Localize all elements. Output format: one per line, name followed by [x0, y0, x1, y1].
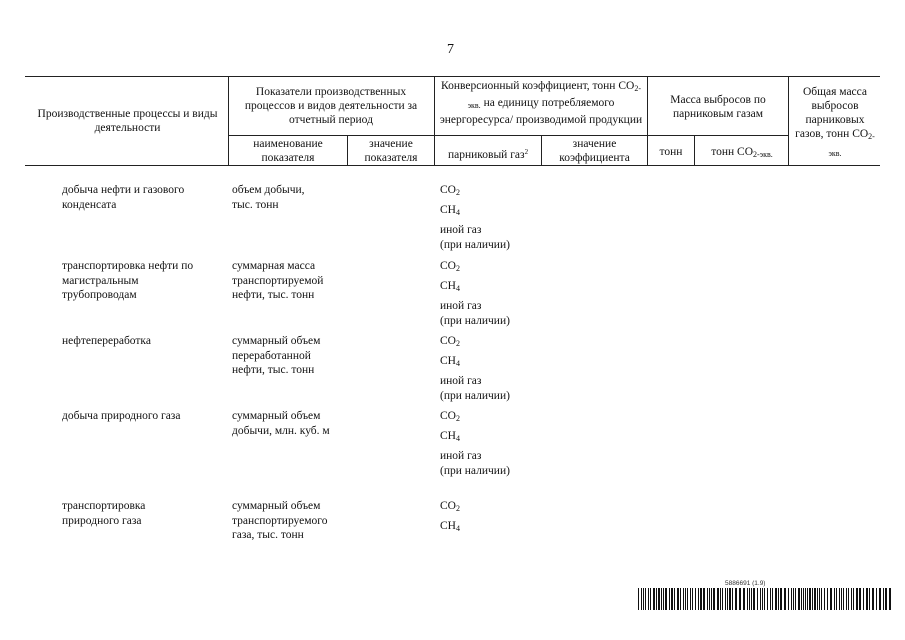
header-bottom-rule: [25, 165, 880, 166]
gas-other: иной газ (при наличии): [440, 450, 510, 477]
col-divider: [541, 135, 542, 166]
indicator-cell: суммарный объем добычи, млн. куб. м: [232, 410, 330, 437]
gas-ch4: $CH_4$: [440, 430, 460, 443]
table-top-rule: [25, 76, 880, 77]
barcode-number: 5886691 (1.9): [725, 580, 766, 587]
process-cell: добыча природного газа: [62, 410, 181, 422]
indicator-cell: объем добычи, тыс. тонн: [232, 184, 305, 211]
barcode-image: [638, 588, 892, 610]
gas-co2: $CO_2$: [440, 410, 460, 423]
header-greenhouse-gas: парниковый газ$^2$: [447, 148, 529, 161]
col-divider: [434, 76, 435, 166]
header-emissions-mass: Масса выбросов по парниковым газам: [670, 94, 766, 120]
gas-ch4: $CH_4$: [440, 280, 460, 293]
indicator-cell: суммарная масса транспортируемой нефти, тыс. тонн: [232, 260, 324, 301]
gas-co2: $CO_2$: [440, 335, 460, 348]
gas-co2: $CO_2$: [440, 500, 460, 513]
gas-other: иной газ (при наличии): [440, 300, 510, 327]
gas-co2: $CO_2$: [440, 260, 460, 273]
header-indicators: Показатели производственных процессов и видов деятельности за отчетный период: [244, 86, 418, 126]
header-indicator-value: значение показателя: [364, 138, 418, 164]
gas-ch4: $CH_4$: [440, 520, 460, 533]
col-divider: [647, 76, 648, 166]
page-number: 7: [447, 42, 454, 57]
gas-other: иной газ (при наличии): [440, 224, 510, 251]
subheader-rule: [228, 135, 788, 136]
col-divider: [694, 135, 695, 166]
col-divider: [228, 76, 229, 166]
header-processes: Производственные процессы и виды деятельности: [37, 108, 218, 134]
gas-co2: $CO_2$: [440, 184, 460, 197]
gas-ch4: $CH_4$: [440, 355, 460, 368]
gas-other: иной газ (при наличии): [440, 375, 510, 402]
process-cell: добыча нефти и газового конденсата: [62, 184, 185, 211]
header-indicator-name: наименование показателя: [253, 138, 323, 164]
process-cell: транспортировка природного газа: [62, 500, 146, 527]
process-cell: транспортировка нефти по магистральным трубопроводам: [62, 260, 194, 301]
indicator-cell: суммарный объем транспортируемого газа, тыс. тонн: [232, 500, 328, 541]
process-cell: нефтепереработка: [62, 335, 151, 347]
col-divider: [347, 135, 348, 166]
header-tonnes-co2eq: тонн $CO_{2-экв.}$: [711, 146, 773, 159]
header-tonnes: тонн: [659, 146, 683, 158]
header-total-mass: Общая масса выбросов парниковых газов, тонн $CO_{2-экв.}$: [795, 86, 875, 158]
header-conversion-factor: Конверсионный коэффициент, тонн $CO_{2-экв.}$ на единицу потребляемого энергоресурса/ производимой продукции: [439, 80, 643, 126]
gas-ch4: $CH_4$: [440, 204, 460, 217]
indicator-cell: суммарный объем переработанной нефти, тыс. тонн: [232, 335, 321, 376]
col-divider: [788, 76, 789, 166]
header-coefficient-value: значение коэффициента: [559, 138, 630, 164]
